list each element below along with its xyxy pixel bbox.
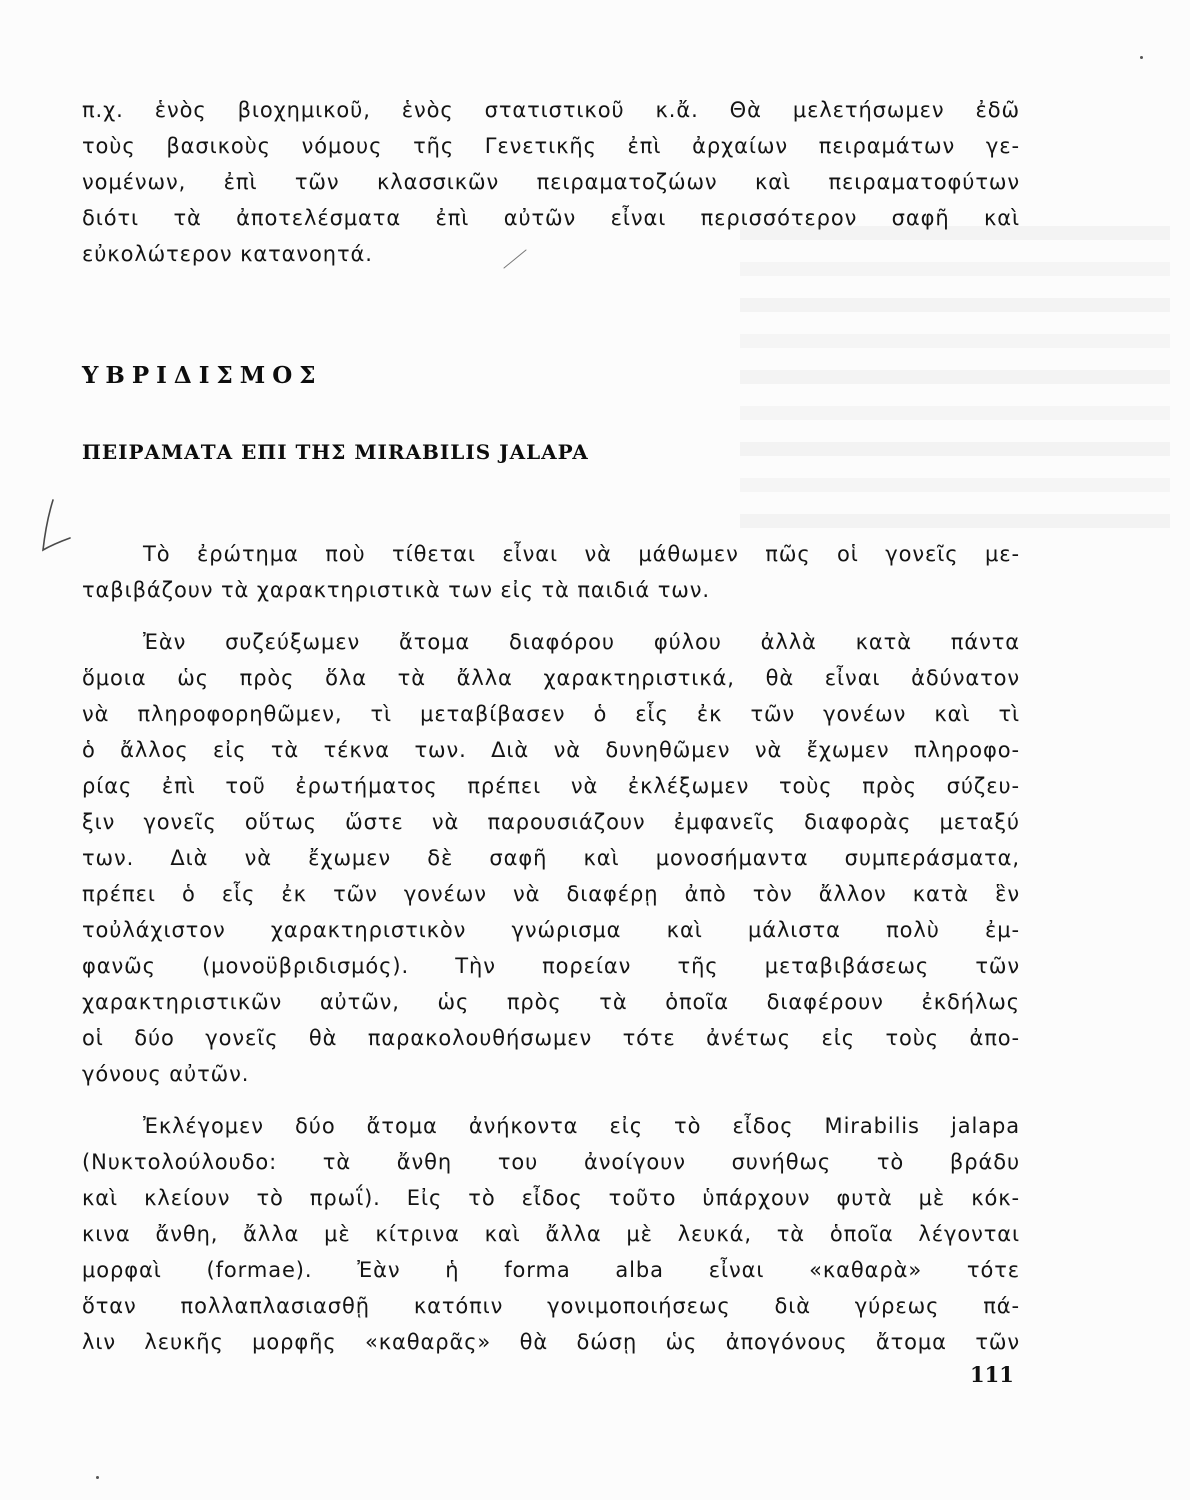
text-line: τοὺς βασικοὺς νόμους τῆς Γενετικῆς ἐπὶ ἀρχαίων πειραμάτων γε-	[82, 134, 1020, 158]
pencil-margin-mark-icon	[36, 496, 72, 560]
page-number: 111	[970, 1362, 1014, 1387]
text-line: φανῶς (μονοϋβριδισμός). Τὴν πορείαν τῆς μεταβιβάσεως τῶν	[82, 954, 1020, 978]
section-heading: ΥΒΡΙΔΙΣΜΟΣ	[82, 362, 323, 389]
text-line: ρίας ἐπὶ τοῦ ἐρωτήματος πρέπει νὰ ἐκλέξωμεν τοὺς πρὸς σύζευ-	[82, 774, 1020, 798]
text-line: διότι τὰ ἀποτελέσματα ἐπὶ αὐτῶν εἶναι περισσότερον σαφῆ καὶ	[82, 206, 1020, 230]
bleed-through-shadow	[740, 514, 1170, 528]
text-line: κινα ἄνθη, ἄλλα μὲ κίτρινα καὶ ἄλλα μὲ λευκά, τὰ ὁποῖα λέγονται	[82, 1222, 1020, 1246]
text-line: π.χ. ἑνὸς βιοχημικοῦ, ἑνὸς στατιστικοῦ κ.ἄ. Θὰ μελετήσωμεν ἐδῶ	[82, 98, 1020, 122]
text-line: τοὐλάχιστον χαρακτηριστικὸν γνώρισμα καὶ μάλιστα πολὺ ἐμ-	[82, 918, 1020, 942]
text-line: (Νυκτολούλουδο: τὰ ἄνθη του ἀνοίγουν συνήθως τὸ βράδυ	[82, 1150, 1020, 1174]
speck	[1140, 56, 1143, 59]
bleed-through-shadow	[740, 478, 1170, 492]
text-line: Ἐὰν συζεύξωμεν ἄτομα διαφόρου φύλου ἀλλὰ κατὰ πάντα	[143, 630, 1020, 654]
text-line: νομένων, ἐπὶ τῶν κλασσικῶν πειραματοζώων καὶ πειραματοφύτων	[82, 170, 1020, 194]
bleed-through-shadow	[740, 442, 1170, 456]
text-line: των. Διὰ νὰ ἔχωμεν δὲ σαφῆ καὶ μονοσήμαντα συμπεράσματα,	[82, 846, 1020, 870]
text-line: χαρακτηριστικῶν αὐτῶν, ὡς πρὸς τὰ ὁποῖα διαφέρουν ἐκδήλως	[82, 990, 1020, 1014]
text-line: εὐκολώτερον κατανοητά.	[82, 242, 373, 266]
speck	[96, 1476, 99, 1479]
text-line: λιν λευκῆς μορφῆς «καθαρᾶς» θὰ δώσῃ ὡς ἀπογόνους ἄτομα τῶν	[82, 1330, 1020, 1354]
text-line: οἱ δύο γονεῖς θὰ παρακολουθήσωμεν τότε ἀνέτως εἰς τοὺς ἀπο-	[82, 1026, 1020, 1050]
bleed-through-shadow	[740, 406, 1170, 420]
text-line: ταβιβάζουν τὰ χαρακτηριστικὰ των εἰς τὰ παιδιά των.	[82, 578, 710, 602]
text-line: καὶ κλείουν τὸ πρωΐ). Εἰς τὸ εἶδος τοῦτο ὑπάρχουν φυτὰ μὲ κόκ-	[82, 1186, 1020, 1210]
text-line: γόνους αὐτῶν.	[82, 1062, 250, 1086]
text-line: πρέπει ὁ εἷς ἐκ τῶν γονέων νὰ διαφέρῃ ἀπὸ τὸν ἄλλον κατὰ ἓν	[82, 882, 1020, 906]
text-line: ὁ ἄλλος εἰς τὰ τέκνα των. Διὰ νὰ δυνηθῶμεν νὰ ἔχωμεν πληροφο-	[82, 738, 1020, 762]
text-line: ὅταν πολλαπλασιασθῇ κατόπιν γονιμοποιήσεως διὰ γύρεως πά-	[82, 1294, 1020, 1318]
text-line: Τὸ ἐρώτημα ποὺ τίθεται εἶναι νὰ μάθωμεν πῶς οἱ γονεῖς με-	[143, 542, 1020, 566]
text-line: Ἐκλέγομεν δύο ἄτομα ἀνήκοντα εἰς τὸ εἶδος Mirabilis jalapa	[143, 1114, 1020, 1138]
bleed-through-shadow	[740, 298, 1170, 312]
text-line: νὰ πληροφορηθῶμεν, τὶ μεταβίβασεν ὁ εἷς ἐκ τῶν γονέων καὶ τὶ	[82, 702, 1020, 726]
text-line: μορφαὶ (formae). Ἐὰν ἡ forma alba εἶναι «καθαρὰ» τότε	[82, 1258, 1020, 1282]
bleed-through-shadow	[740, 370, 1170, 384]
section-subheading: ΠΕΙΡΑΜΑΤΑ ΕΠΙ ΤΗΣ MIRABILIS JALAPA	[82, 440, 589, 464]
text-line: ὅμοια ὡς πρὸς ὅλα τὰ ἄλλα χαρακτηριστικά, θὰ εἶναι ἀδύνατον	[82, 666, 1020, 690]
bleed-through-shadow	[740, 334, 1170, 348]
text-line: ξιν γονεῖς οὕτως ὥστε νὰ παρουσιάζουν ἐμφανεῖς διαφορὰς μεταξύ	[82, 810, 1020, 834]
